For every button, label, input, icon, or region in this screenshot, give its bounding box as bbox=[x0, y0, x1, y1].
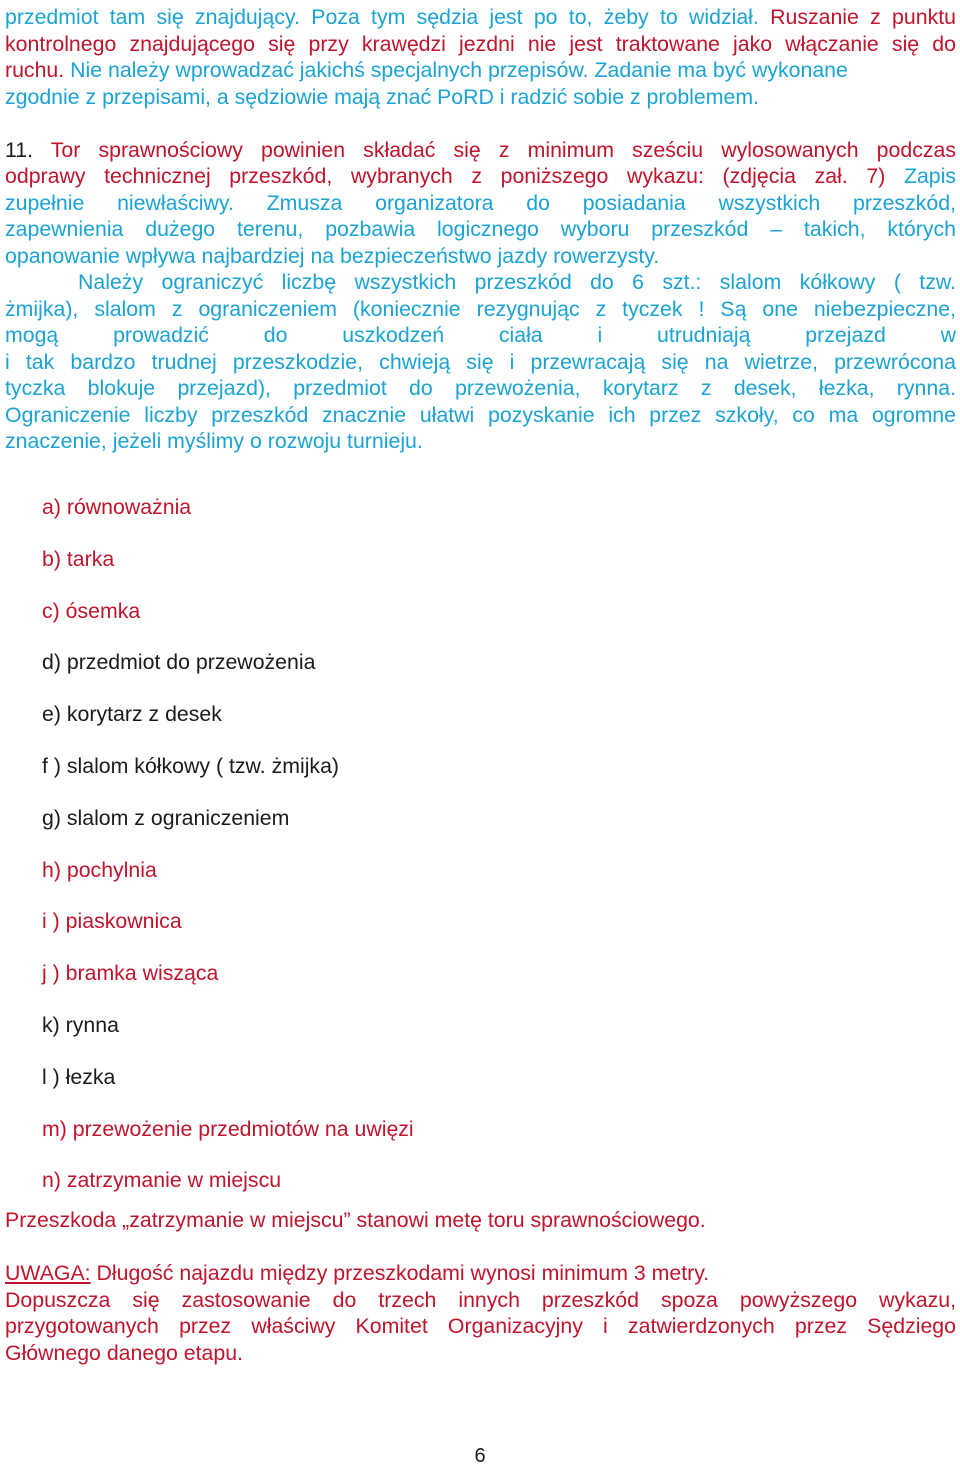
regulation-text: Ruszanie z punktu bbox=[770, 5, 956, 29]
list-item: g) slalom z ograniczeniem bbox=[42, 805, 290, 830]
annotation-text: zupełnie niewłaściwy. bbox=[5, 190, 234, 215]
regulation-text: przygotowanych przez właściwy Komitet Organizacyjny i zatwierdzonych przez Sędziego bbox=[5, 1314, 956, 1338]
obstacle-list bbox=[42, 494, 414, 1219]
list-item: i ) piaskownica bbox=[42, 909, 182, 934]
uwaga-note bbox=[5, 1260, 956, 1287]
annotation-text: Zmusza organizatora do posiadania wszystkich przeszkód, bbox=[266, 190, 956, 215]
annotation-text: Należy ograniczyć liczbę wszystkich przeszkód do 6 szt.: slalom kółkowy ( tzw. bbox=[78, 270, 956, 294]
annotation-text: zapewnienia dużego terenu, pozbawia logicznego wyboru przeszkód – takich, których bbox=[5, 217, 956, 241]
uwaga-text: Długość najazdu między przeszkodami wynosi minimum 3 metry. bbox=[90, 1261, 710, 1285]
annotation-text: znaczenie, jeżeli myślimy o rozwoju turnieju. bbox=[5, 429, 423, 453]
list-item: b) tarka bbox=[42, 546, 115, 571]
list-item: j ) bramka wisząca bbox=[42, 961, 219, 986]
annotation-text: żmijka), slalom z ograniczeniem (koniecznie rezygnując z tyczek ! Są one niebezpieczne, bbox=[5, 296, 956, 321]
list-item: h) pochylnia bbox=[42, 857, 157, 882]
section-number: 11. bbox=[5, 137, 34, 162]
annotation-text: Ograniczenie liczby przeszkód znacznie ułatwi pozyskanie ich przez szkoły, co ma ogromne bbox=[5, 402, 956, 427]
list-item: d) przedmiot do przewożenia bbox=[42, 650, 316, 675]
closing-notes bbox=[5, 1207, 956, 1366]
list-item: e) korytarz z desek bbox=[42, 702, 222, 727]
annotation-text: zgodnie z przepisami, a sędziowie mają znać PoRD i radzić sobie z problemem. bbox=[5, 84, 760, 109]
regulation-text: ruchu. bbox=[5, 58, 65, 82]
list-item: k) rynna bbox=[42, 1012, 119, 1037]
text-line bbox=[5, 137, 956, 164]
text-line bbox=[5, 163, 956, 190]
annotation-text: opanowanie wpływa najbardziej na bezpieczeństwo jazdy rowerzysty. bbox=[5, 243, 660, 268]
uwaga-label: UWAGA: bbox=[5, 1261, 91, 1285]
list-item: c) ósemka bbox=[42, 598, 141, 623]
list-item: m) przewożenie przedmiotów na uwięzi bbox=[42, 1116, 414, 1141]
annotation-text bbox=[5, 190, 956, 217]
regulation-text: Dopuszcza się zastosowanie do trzech innych przeszkód spoza powyższego wykazu, bbox=[5, 1287, 956, 1312]
regulation-text: odprawy technicznej przeszkód, wybranych z poniższego wykazu: (zdjęcia zał. 7) bbox=[5, 164, 886, 188]
text-line bbox=[5, 4, 956, 31]
annotation-text: przedmiot tam się znajdujący. Poza tym sędzia jest po to, żeby to widział. bbox=[5, 5, 759, 29]
page-number: 6 bbox=[474, 1445, 486, 1467]
annotation-text: Nie należy wprowadzać jakichś specjalnych przepisów. Zadanie ma być wykonane bbox=[70, 58, 848, 82]
annotation-text: tyczka blokuje przejazd), przedmiot do przewożenia, korytarz z desek, łezka, rynna. bbox=[5, 376, 956, 400]
regulation-text: Głównego danego etapu. bbox=[5, 1340, 244, 1365]
list-item: f ) slalom kółkowy ( tzw. żmijka) bbox=[42, 753, 340, 778]
annotation-text: mogą prowadzić do uszkodzeń ciała i utrudniają przejazd w bbox=[5, 323, 956, 347]
list-item: a) równoważnia bbox=[42, 495, 192, 519]
list-item: l ) łezka bbox=[42, 1064, 116, 1089]
regulation-text: Tor sprawnościowy powinien składać się z minimum sześciu wylosowanych podczas bbox=[50, 137, 956, 162]
list-item: n) zatrzymanie w miejscu bbox=[42, 1168, 282, 1193]
annotation-text: i tak bardzo trudnej przeszkodzie, chwieją się i przewracają się na wietrze, przewrócona bbox=[5, 349, 956, 374]
text-line bbox=[5, 57, 956, 84]
finish-note: Przeszkoda „zatrzymanie w miejscu” stanowi metę toru sprawnościowego. bbox=[5, 1208, 706, 1232]
annotation-text: Zapis bbox=[903, 164, 957, 188]
regulation-text: kontrolnego znajdującego się przy krawędzi jezdni nie jest traktowane jako włączanie się do bbox=[5, 31, 956, 56]
document-body bbox=[5, 4, 956, 455]
